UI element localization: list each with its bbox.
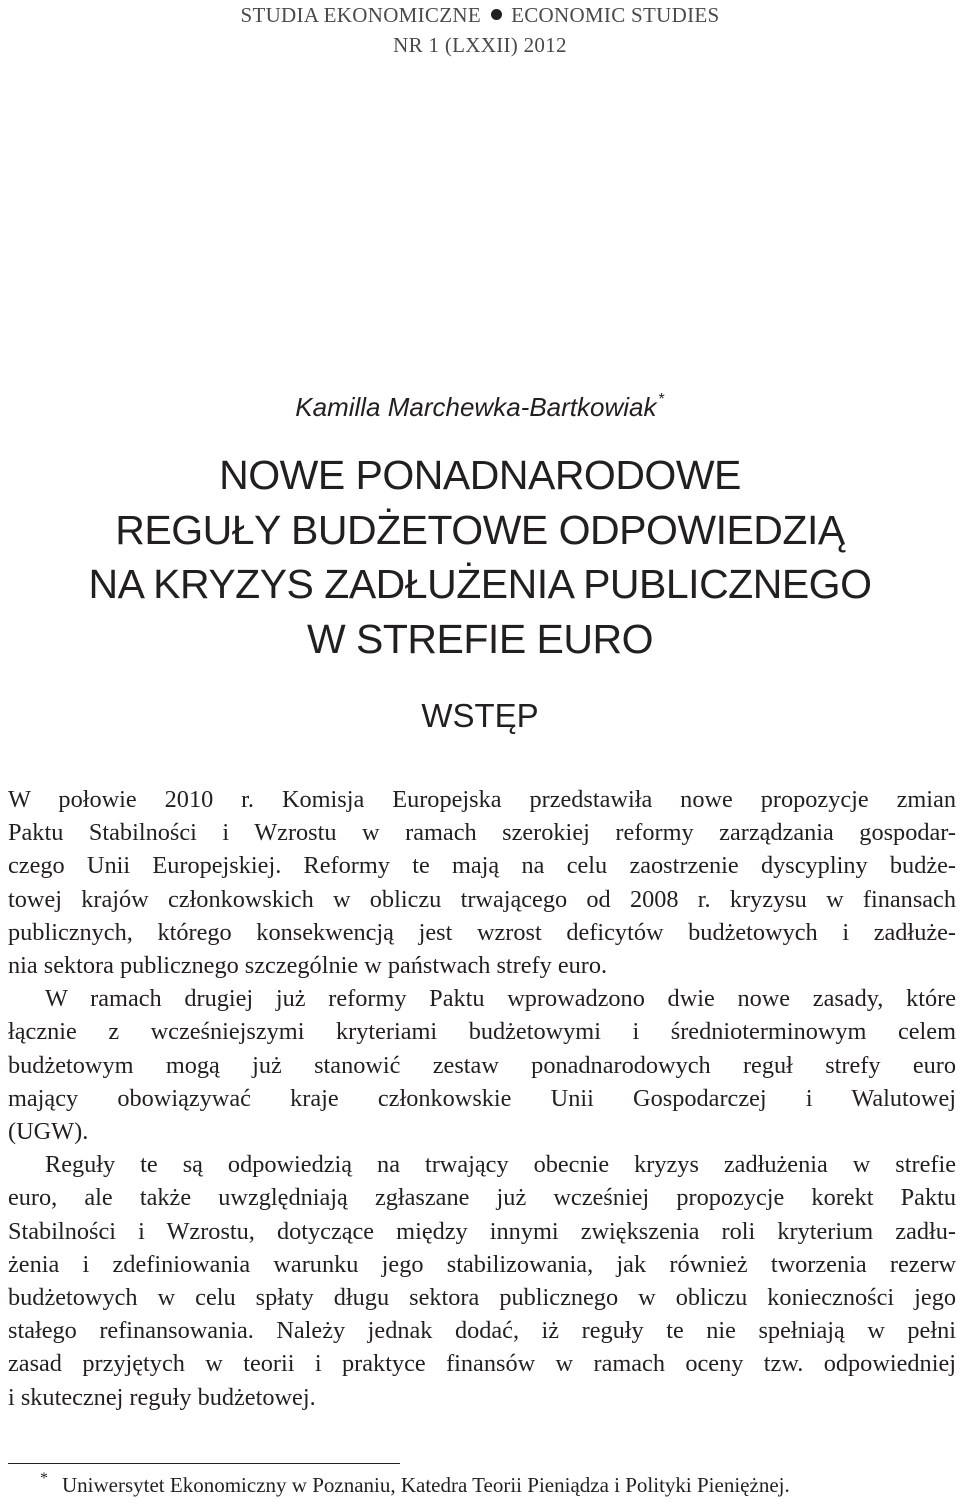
journal-name-pl: STUDIA EKONOMICZNE (240, 3, 481, 27)
body-line: czego Unii Europejskiej. Reformy te mają na celu zaostrzenie dyscypliny budże- (8, 852, 956, 880)
author-name: Kamilla Marchewka-Bartkowiak (295, 392, 657, 422)
section-heading: WSTĘP (421, 697, 539, 734)
issue-number: NR 1 (LXXII) 2012 (393, 33, 567, 57)
body-line: mający obowiązywać kraje członkowskie Unii Gospodarczej i Walutowej (8, 1084, 956, 1112)
body-line: stałego refinansowania. Należy jednak dodać, iż reguły te nie spełniają w pełni (8, 1317, 956, 1345)
title-line: REGUŁY BUDŻETOWE ODPOWIEDZIĄ (115, 506, 845, 553)
body-line: budżetowym mogą już stanowić zestaw ponadnarodowych reguł strefy euro (8, 1051, 956, 1079)
author-footnote-mark: * (658, 391, 665, 408)
body-line: W połowie 2010 r. Komisja Europejska przedstawiła nowe propozycje zmian (8, 786, 956, 813)
body-line: i skutecznej reguły budżetowej. (8, 1383, 316, 1411)
body-line: żenia i zdefiniowania warunku jego stabilizowania, jak również tworzenia rezerw (8, 1250, 956, 1278)
title-line: NA KRYZYS ZADŁUŻENIA PUBLICZNEGO (88, 561, 872, 607)
body-line: W ramach drugiej już reformy Paktu wprowadzono dwie nowe zasady, które (45, 985, 956, 1013)
journal-name-line (0, 0, 960, 30)
bullet-dot-icon (491, 9, 502, 20)
footnote-mark: * (40, 1470, 48, 1487)
footnote (38, 1470, 790, 1500)
body-text (8, 783, 956, 1414)
article-title (0, 448, 960, 666)
footnote-divider (8, 1463, 400, 1464)
body-line: łącznie z wcześniejszymi kryteriami budżetowymi i średnioterminowym celem (8, 1018, 956, 1046)
title-line: W STREFIE EURO (306, 615, 654, 662)
author-line (0, 384, 960, 423)
body-line: towej krajów członkowskich w obliczu trwającego od 2008 r. kryzysu w finansach (8, 885, 956, 913)
body-line: Stabilności i Wzrostu, dotyczące między innymi zwiększenia roli kryterium zadłu- (8, 1217, 956, 1245)
body-line: nia sektora publicznego szczególnie w państwach strefy euro. (8, 952, 608, 980)
body-line: euro, ale także uwzględniają zgłaszane już wcześniej propozycje korekt Paktu (8, 1184, 956, 1212)
body-line: (UGW). (8, 1118, 89, 1146)
journal-header (0, 0, 960, 60)
body-line: Paktu Stabilności i Wzrostu w ramach szerokiej reformy zarządzania gospodar- (8, 819, 956, 847)
body-line: budżetowych w celu spłaty długu sektora publicznego w obliczu konieczności jego (8, 1284, 956, 1312)
footnote-text: Uniwersytet Ekonomiczny w Poznaniu, Katedra Teorii Pieniądza i Polityki Pieniężnej. (62, 1473, 790, 1497)
body-line: Reguły te są odpowiedzią na trwający obecnie kryzys zadłużenia w strefie (45, 1151, 956, 1179)
journal-name-en: ECONOMIC STUDIES (511, 3, 720, 27)
title-line: NOWE PONADNARODOWE (219, 452, 741, 498)
body-line: publicznych, którego konsekwencją jest wzrost deficytów budżetowych i zadłuże- (8, 918, 956, 946)
body-line: zasad przyjętych w teorii i praktyce finansów w ramach oceny tzw. odpowiedniej (8, 1350, 956, 1378)
